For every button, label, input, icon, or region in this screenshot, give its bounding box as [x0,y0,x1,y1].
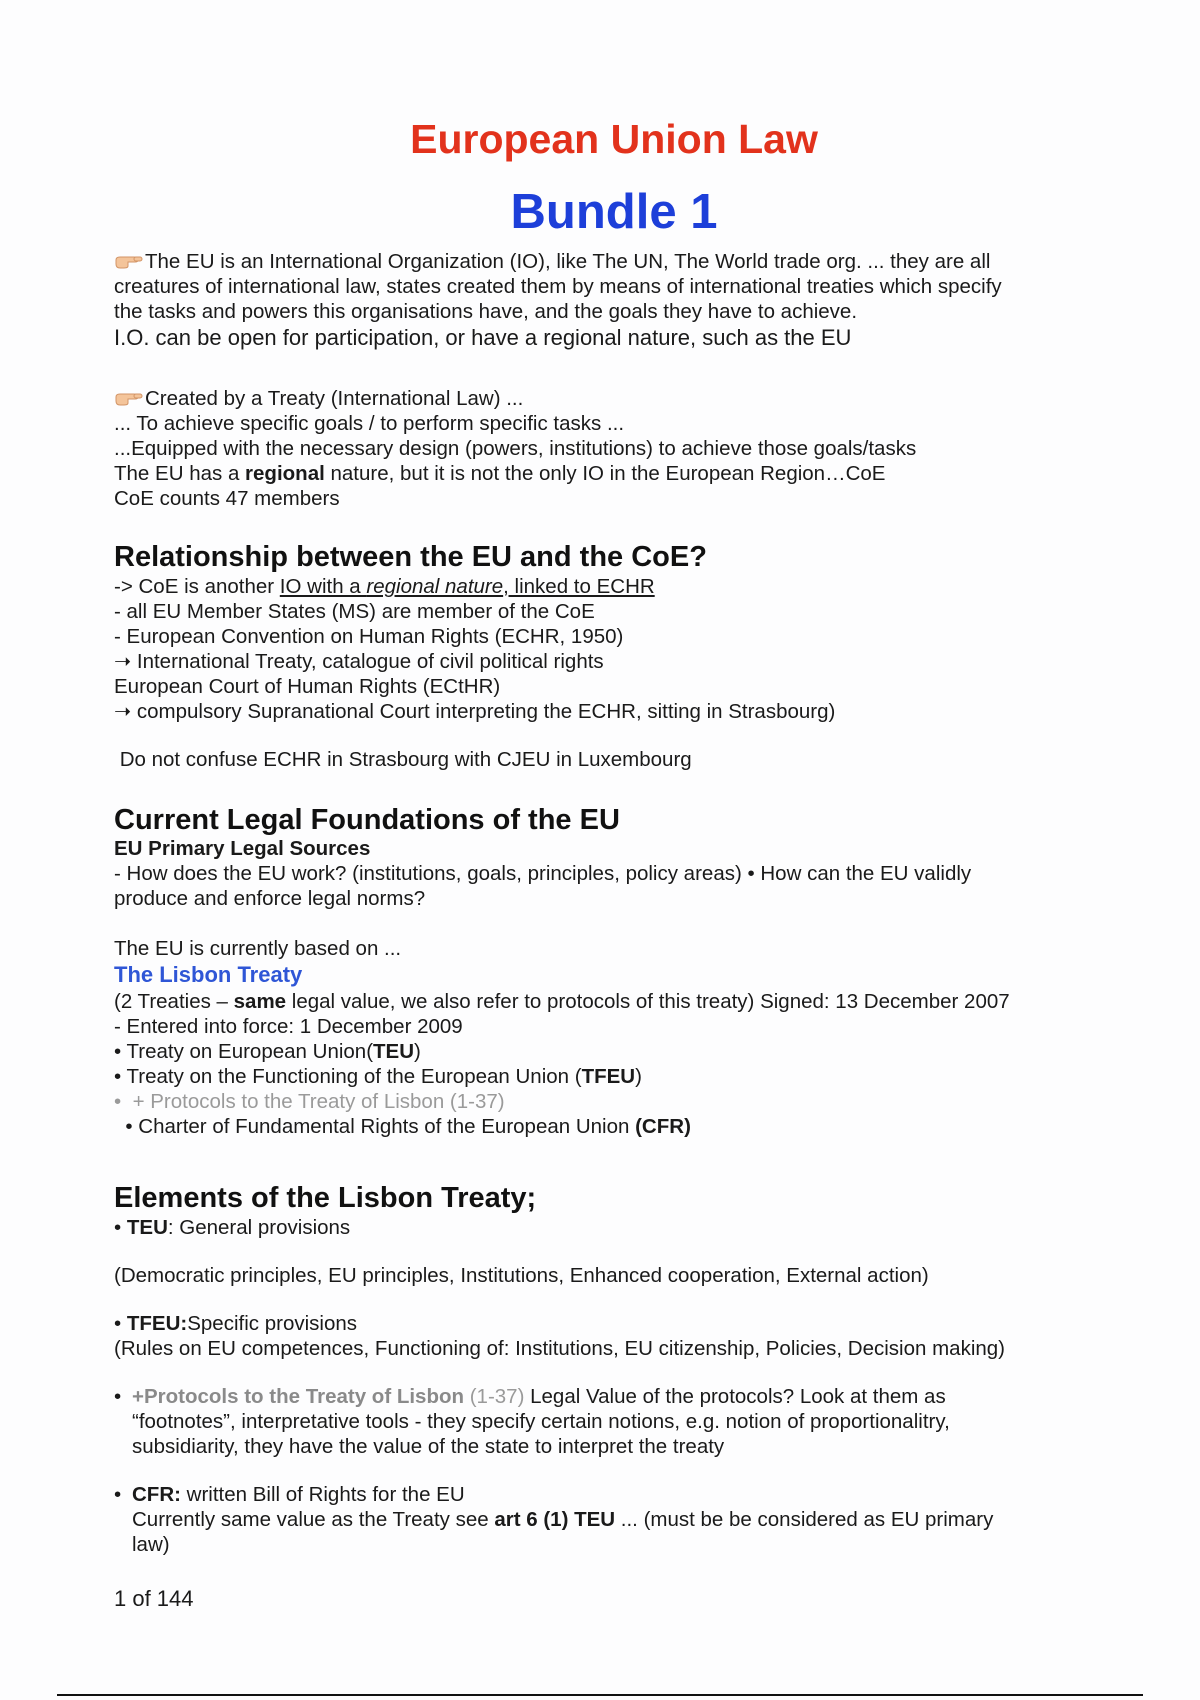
intro-p1-line4: I.O. can be open for participation, or have a regional nature, such as the EU [114,325,852,350]
protocols-item: • +Protocols to the Treaty of Lisbon (1-37) Legal Value of the protocols? Look at them as “footnotes”, interpretative tools - they specify certain notions, e.g. notion of proportionalitry, subsidiarity, they have the value of the state to interpret the treaty [114,1384,1114,1459]
foundations-line-6: • Treaty on European Union(TEU) [114,1040,421,1063]
foundations-line-7: • Treaty on the Functioning of the European Union (TFEU) [114,1065,642,1088]
protocols-line-2: “footnotes”, interpretative tools - they specify certain notions, e.g. notion of proportionalitry, [132,1410,950,1433]
pointing-hand-icon [114,252,144,270]
intro-p2-line2: ... To achieve specific goals / to perform specific tasks ... [114,412,625,435]
cfr-line-2: Currently same value as the Treaty see art 6 (1) TEU ... (must be be considered as EU primary [132,1508,994,1531]
foundations-line-1: - How does the EU work? (institutions, goals, principles, policy areas) • How can the EU validly [114,862,972,885]
coe-line-5: European Court of Human Rights (ECtHR) [114,675,501,698]
section-heading-legal-foundations: Current Legal Foundations of the EU [114,804,620,836]
intro-p2-line3: ...Equipped with the necessary design (powers, institutions) to achieve those goals/tasks [114,437,917,460]
subheading-primary-sources: EU Primary Legal Sources [114,837,371,860]
intro-p2-line1: Created by a Treaty (International Law) ... [145,387,524,410]
intro-p1-line1: The EU is an International Organization (IO), like The UN, The World trade org. ... they are all [145,250,991,273]
intro-p1-line3: the tasks and powers this organisations have, and the goals they have to achieve. [114,300,858,323]
tfeu-item: • TFEU:Specific provisions [114,1312,357,1335]
section-heading-elements: Elements of the Lisbon Treaty; [114,1182,537,1214]
coe-line-1: -> CoE is another IO with a regional nature, linked to ECHR [114,575,655,598]
teu-item: • TEU: General provisions [114,1216,351,1239]
intro-p2-line4: The EU has a regional nature, but it is not the only IO in the European Region…CoE [114,462,886,485]
lisbon-treaty-heading: The Lisbon Treaty [114,962,303,987]
footer-divider [57,1694,1143,1696]
intro-paragraph-1 [114,249,1114,351]
section-elements-lisbon [114,1181,1114,1557]
foundations-line-8: • + Protocols to the Treaty of Lisbon (1-37) [114,1090,505,1113]
foundations-line-2: produce and enforce legal norms? [114,887,426,910]
protocols-line-3: subsidiarity, they have the value of the state to interpret the treaty [132,1435,725,1458]
intro-p2-line5: CoE counts 47 members [114,487,340,510]
teu-description: (Democratic principles, EU principles, Institutions, Enhanced cooperation, External action) [114,1264,929,1287]
pointing-hand-icon [114,389,144,407]
coe-line-6: ➝ compulsory Supranational Court interpreting the ECHR, sitting in Strasbourg) [114,700,836,723]
section-heading-eu-coe: Relationship between the EU and the CoE? [114,541,707,573]
cfr-line-3: law) [132,1533,170,1556]
foundations-line-5: - Entered into force: 1 December 2009 [114,1015,463,1038]
coe-line-2: - all EU Member States (MS) are member of the CoE [114,600,595,623]
foundations-line-4: (2 Treaties – same legal value, we also refer to protocols of this treaty) Signed: 13 December 2007 [114,990,1010,1013]
foundations-line-9: • Charter of Fundamental Rights of the European Union (CFR) [114,1115,691,1138]
coe-line-3: - European Convention on Human Rights (ECHR, 1950) [114,625,624,648]
page-indicator: 1 of 144 [114,1586,194,1611]
section-eu-coe [114,540,1114,772]
document-title: European Union Law [410,116,818,162]
intro-paragraph-2 [114,386,1114,511]
tfeu-description: (Rules on EU competences, Functioning of: Institutions, EU citizenship, Policies, Decision making) [114,1337,1006,1360]
cfr-item: • CFR: written Bill of Rights for the EU Currently same value as the Treaty see art 6 (1) TEU ... (must be be considered as EU primary law) [114,1482,1114,1557]
foundations-line-3: The EU is currently based on ... [114,937,402,960]
intro-p1-line2: creatures of international law, states created them by means of international treaties which specify [114,275,1002,298]
coe-line-7: Do not confuse ECHR in Strasbourg with CJEU in Luxembourg [114,748,692,771]
coe-line-4: ➝ International Treaty, catalogue of civil political rights [114,650,604,673]
document-subtitle: Bundle 1 [510,185,718,239]
section-legal-foundations [114,803,1114,1139]
